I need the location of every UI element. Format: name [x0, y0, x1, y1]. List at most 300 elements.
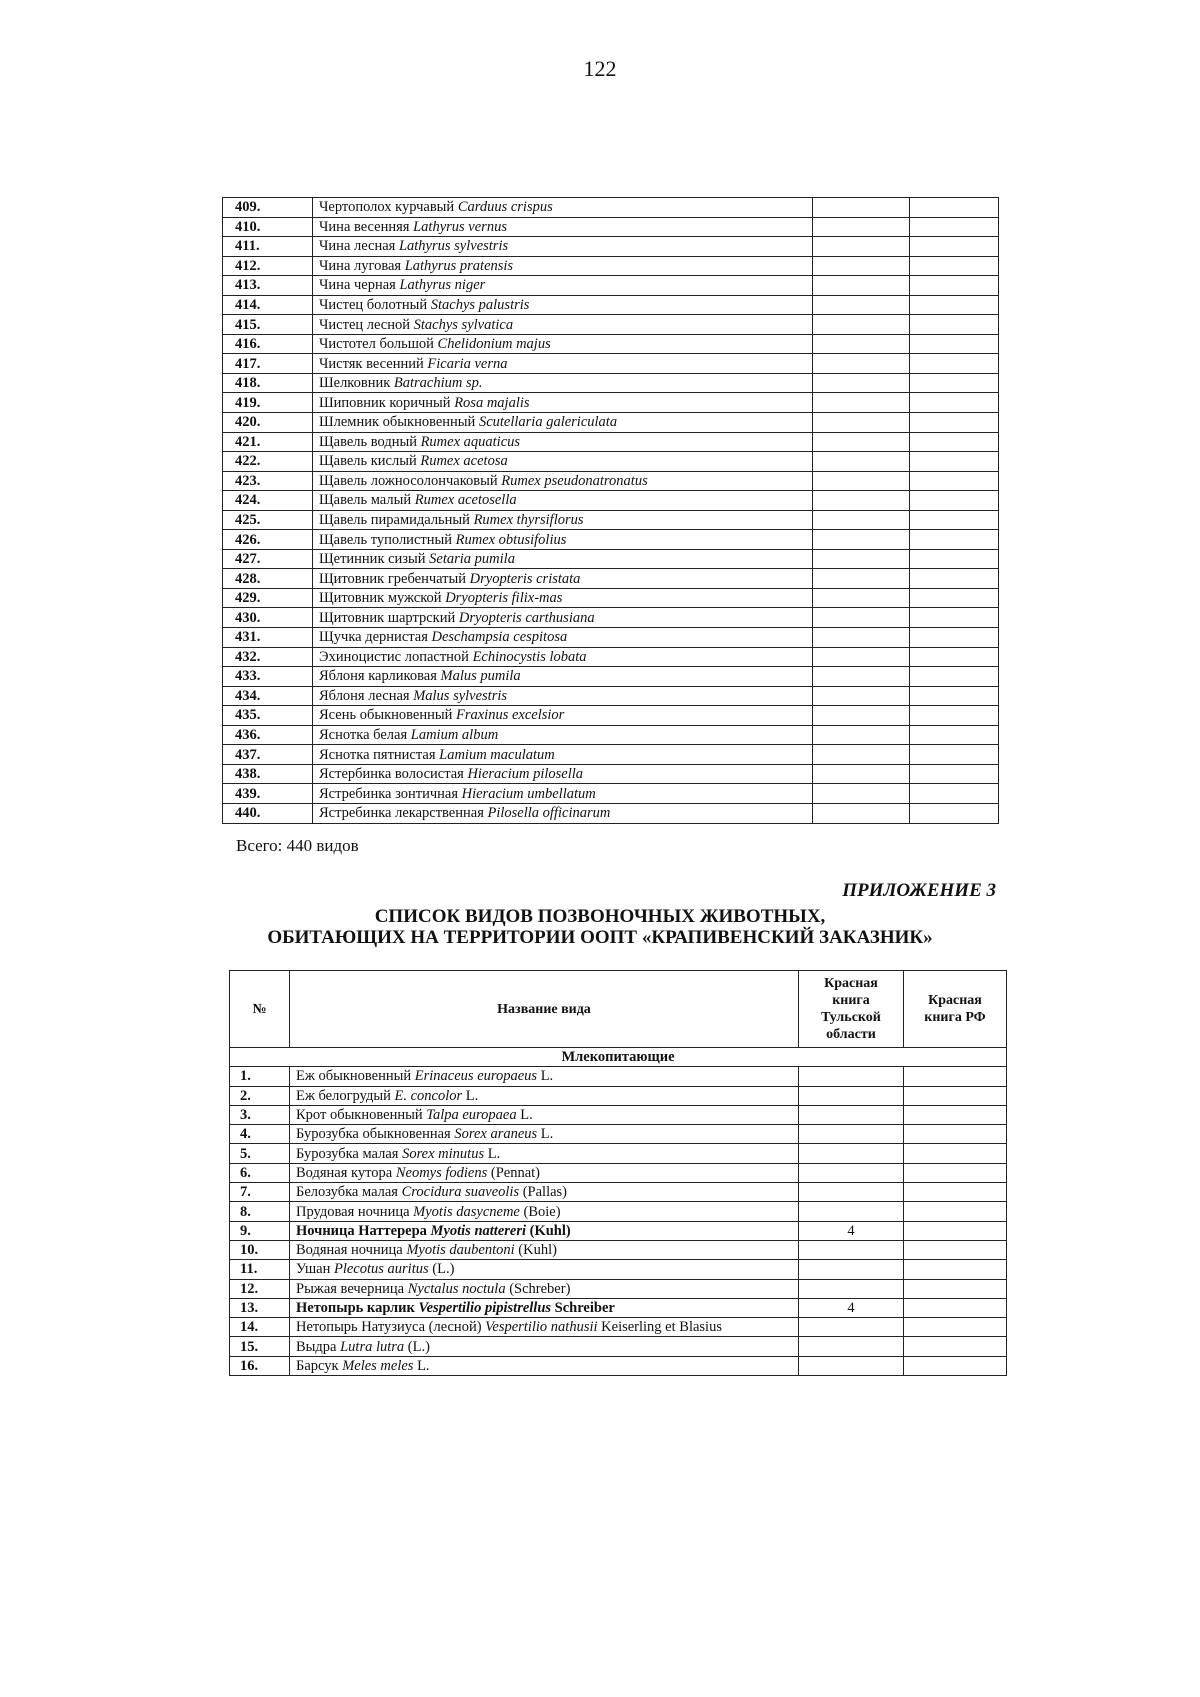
species-name-latin: Stachys palustris — [430, 297, 530, 313]
red-book-region-status: 4 — [799, 1298, 904, 1317]
row-number: 425. — [223, 510, 313, 530]
species-name-ru: Щавель ложносолончаковый — [319, 472, 498, 489]
table-row — [223, 608, 999, 628]
species-name-latin: Vespertilio nathusii — [485, 1319, 598, 1336]
table-row — [223, 198, 999, 218]
species-name-cell — [313, 315, 813, 335]
species-name-latin: Nyctalus noctula — [407, 1280, 506, 1297]
row-number: 432. — [223, 647, 313, 667]
species-name-ru: Щитовник шартрский — [319, 609, 456, 626]
red-book-region-status — [799, 1337, 904, 1356]
empty-cell-1 — [813, 334, 910, 354]
column-header-red-book-region: Красная книга Тульской области — [799, 971, 904, 1048]
species-name-cell — [313, 588, 813, 608]
empty-cell-1 — [813, 393, 910, 413]
row-number: 417. — [223, 354, 313, 374]
species-name-cell — [290, 1318, 799, 1337]
species-name-cell — [290, 1125, 799, 1144]
table-row — [230, 1086, 1007, 1105]
red-book-region-status — [799, 1163, 904, 1182]
species-name-ru: Чина весенняя — [319, 218, 410, 235]
empty-cell-1 — [813, 764, 910, 784]
row-number: 421. — [223, 432, 313, 452]
row-number: 8. — [230, 1202, 290, 1221]
empty-cell-2 — [910, 354, 999, 374]
species-name-latin: Lamium maculatum — [439, 746, 555, 763]
species-name-ru: Щавель водный — [319, 433, 417, 450]
species-name-latin: Echinocystis lobata — [472, 648, 587, 665]
row-number: 5. — [230, 1144, 290, 1163]
table-row — [223, 237, 999, 257]
red-book-rf-status — [904, 1163, 1007, 1182]
empty-cell-1 — [813, 373, 910, 393]
species-name-cell — [313, 725, 813, 745]
table-row — [223, 549, 999, 569]
table-row — [223, 764, 999, 784]
empty-cell-2 — [910, 373, 999, 393]
red-book-rf-status — [904, 1183, 1007, 1202]
species-name-latin: Sorex minutus — [402, 1145, 485, 1162]
species-author: L. — [465, 1087, 479, 1104]
table-row — [230, 1298, 1007, 1317]
row-number: 439. — [223, 784, 313, 804]
red-book-rf-status — [904, 1067, 1007, 1086]
species-name-latin: Myotis dasycneme — [413, 1203, 520, 1220]
species-name-latin: Malus pumila — [440, 668, 521, 685]
empty-cell-2 — [910, 198, 999, 218]
row-number: 437. — [223, 745, 313, 765]
table-row — [230, 1221, 1007, 1240]
species-name-latin: Crocidura suaveolis — [401, 1184, 520, 1201]
species-name-latin: Myotis nattereri — [430, 1222, 527, 1239]
species-name-latin: Lathyrus niger — [399, 277, 486, 294]
empty-cell-2 — [910, 452, 999, 472]
species-name-latin: Talpa europaea — [426, 1107, 517, 1124]
row-number: 3. — [230, 1105, 290, 1124]
table-row — [223, 276, 999, 296]
empty-cell-1 — [813, 608, 910, 628]
row-number: 411. — [223, 237, 313, 257]
row-number: 413. — [223, 276, 313, 296]
empty-cell-1 — [813, 549, 910, 569]
table-row — [230, 1337, 1007, 1356]
species-name-cell — [313, 393, 813, 413]
table-row — [223, 354, 999, 374]
species-name-latin: Scutellaria galericulata — [478, 414, 618, 431]
table-row — [223, 803, 999, 823]
species-name-cell — [290, 1086, 799, 1105]
species-name-ru: Щитовник гребенчатый — [319, 570, 467, 587]
row-number: 416. — [223, 334, 313, 354]
table-row — [223, 706, 999, 726]
species-author: L. — [520, 1107, 533, 1124]
species-author: (L.) — [432, 1261, 455, 1278]
row-number: 436. — [223, 725, 313, 745]
species-name-ru: Ясень обыкновенный — [319, 707, 453, 724]
table-row — [230, 1260, 1007, 1279]
species-name-ru: Белозубка малая — [296, 1184, 398, 1201]
empty-cell-1 — [813, 725, 910, 745]
red-book-region-status — [799, 1279, 904, 1298]
species-name-cell — [313, 452, 813, 472]
section-row-mammals — [230, 1048, 1007, 1067]
species-name-cell — [290, 1105, 799, 1124]
red-book-region-status — [799, 1086, 904, 1105]
empty-cell-1 — [813, 588, 910, 608]
empty-cell-1 — [813, 706, 910, 726]
empty-cell-1 — [813, 569, 910, 589]
row-number: 412. — [223, 256, 313, 276]
table-row — [223, 471, 999, 491]
total-species-count: Всего: 440 видов — [236, 836, 359, 855]
species-name-cell — [313, 491, 813, 511]
table-row — [223, 588, 999, 608]
species-name-ru: Шелковник — [319, 375, 391, 392]
species-name-ru: Чистец болотный — [319, 297, 428, 313]
species-name-cell — [313, 803, 813, 823]
empty-cell-2 — [910, 295, 999, 315]
red-book-rf-status — [904, 1125, 1007, 1144]
red-book-rf-status — [904, 1221, 1007, 1240]
row-number: 9. — [230, 1221, 290, 1240]
species-name-cell — [313, 256, 813, 276]
species-name-cell — [313, 354, 813, 374]
species-name-ru: Ястребинка лекарственная — [319, 805, 484, 822]
empty-cell-1 — [813, 217, 910, 237]
red-book-region-status — [799, 1202, 904, 1221]
species-name-latin: Chelidonium majus — [437, 336, 551, 353]
species-name-ru: Рыжая вечерница — [296, 1280, 405, 1297]
species-name-ru: Еж обыкновенный — [296, 1068, 412, 1085]
row-number: 438. — [223, 764, 313, 784]
species-name-ru: Чина лесная — [319, 238, 396, 255]
empty-cell-1 — [813, 510, 910, 530]
empty-cell-1 — [813, 237, 910, 257]
species-name-cell — [290, 1221, 799, 1240]
column-header-species-name: Название вида — [290, 971, 799, 1048]
species-name-cell — [290, 1337, 799, 1356]
row-number: 440. — [223, 803, 313, 823]
row-number: 433. — [223, 667, 313, 687]
empty-cell-2 — [910, 647, 999, 667]
species-name-cell — [313, 237, 813, 257]
table-row — [223, 745, 999, 765]
species-name-latin: Rumex pseudonatronatus — [501, 472, 648, 489]
species-name-ru: Яблоня лесная — [319, 687, 410, 704]
table-row — [230, 1318, 1007, 1337]
species-name-cell — [290, 1298, 799, 1317]
row-number: 410. — [223, 217, 313, 237]
empty-cell-2 — [910, 706, 999, 726]
species-name-latin: Rumex acetosella — [414, 492, 517, 509]
species-name-latin: Dryopteris filix-mas — [445, 590, 563, 607]
red-book-region-status — [799, 1356, 904, 1375]
species-name-latin: Hieracium pilosella — [467, 766, 584, 783]
species-name-ru: Ушан — [296, 1261, 331, 1278]
table-row — [230, 1067, 1007, 1086]
table-row — [223, 510, 999, 530]
species-name-latin: Myotis daubentoni — [406, 1242, 515, 1259]
species-name-latin: Plecotus auritus — [333, 1261, 429, 1278]
species-name-cell — [313, 510, 813, 530]
species-name-cell — [313, 686, 813, 706]
row-number: 424. — [223, 491, 313, 511]
vertebrate-species-table — [229, 970, 1007, 1376]
species-name-latin: Sorex araneus — [454, 1126, 538, 1143]
empty-cell-2 — [910, 393, 999, 413]
species-name-latin: Carduus crispus — [457, 199, 553, 216]
species-name-ru: Щетинник сизый — [319, 551, 426, 568]
empty-cell-2 — [910, 510, 999, 530]
species-author: (L.) — [407, 1338, 430, 1355]
species-author: (Kuhl) — [518, 1242, 557, 1259]
species-name-cell — [313, 432, 813, 452]
empty-cell-1 — [813, 686, 910, 706]
row-number: 1. — [230, 1067, 290, 1086]
table-row — [230, 1183, 1007, 1202]
empty-cell-2 — [910, 745, 999, 765]
empty-cell-2 — [910, 667, 999, 687]
empty-cell-1 — [813, 530, 910, 550]
species-name-latin: Rosa majalis — [454, 394, 530, 411]
empty-cell-2 — [910, 588, 999, 608]
red-book-rf-status — [904, 1279, 1007, 1298]
row-number: 428. — [223, 569, 313, 589]
species-author: (Pennat) — [490, 1164, 541, 1181]
species-name-ru: Яснотка белая — [319, 727, 408, 744]
table-row — [223, 295, 999, 315]
empty-cell-2 — [910, 276, 999, 296]
species-name-latin: Lathyrus pratensis — [404, 257, 514, 274]
empty-cell-2 — [910, 530, 999, 550]
species-author: Schreiber — [554, 1300, 615, 1316]
species-name-latin: Dryopteris carthusiana — [458, 609, 595, 626]
red-book-region-status — [799, 1105, 904, 1124]
red-book-region-status — [799, 1144, 904, 1163]
species-name-ru: Ястребинка зонтичная — [319, 785, 458, 802]
table-row — [223, 784, 999, 804]
empty-cell-2 — [910, 432, 999, 452]
empty-cell-2 — [910, 686, 999, 706]
table-row — [223, 452, 999, 472]
species-name-ru: Крот обыкновенный — [296, 1107, 423, 1124]
empty-cell-2 — [910, 256, 999, 276]
empty-cell-1 — [813, 432, 910, 452]
species-name-ru: Чистотел большой — [319, 336, 434, 353]
table-row — [223, 432, 999, 452]
species-name-cell — [290, 1144, 799, 1163]
species-name-ru: Яблоня карликовая — [319, 668, 437, 685]
table-row — [230, 1279, 1007, 1298]
row-number: 429. — [223, 588, 313, 608]
table-row — [223, 256, 999, 276]
species-name-cell — [313, 334, 813, 354]
red-book-region-status — [799, 1067, 904, 1086]
red-book-region-status — [799, 1260, 904, 1279]
appendix-label: ПРИЛОЖЕНИЕ 3 — [842, 880, 996, 901]
row-number: 430. — [223, 608, 313, 628]
red-book-rf-status — [904, 1240, 1007, 1259]
species-name-latin: Batrachium sp. — [393, 375, 483, 392]
empty-cell-1 — [813, 745, 910, 765]
species-name-cell — [313, 706, 813, 726]
row-number: 7. — [230, 1183, 290, 1202]
table-row — [223, 628, 999, 648]
species-author: L. — [417, 1357, 430, 1374]
empty-cell-2 — [910, 413, 999, 433]
row-number: 10. — [230, 1240, 290, 1259]
species-name-ru: Бурозубка малая — [296, 1145, 399, 1162]
table-header-row — [230, 971, 1007, 1048]
species-name-cell — [313, 628, 813, 648]
table-row — [230, 1163, 1007, 1182]
table-row — [223, 530, 999, 550]
row-number: 414. — [223, 295, 313, 315]
red-book-rf-status — [904, 1086, 1007, 1105]
species-name-cell — [290, 1279, 799, 1298]
plant-species-table — [222, 197, 999, 824]
species-name-latin: E. concolor — [394, 1087, 463, 1104]
row-number: 426. — [223, 530, 313, 550]
species-name-latin: Deschampsia cespitosa — [431, 629, 568, 646]
table-row — [230, 1356, 1007, 1375]
species-name-latin: Fraxinus excelsior — [456, 707, 565, 724]
species-name-ru: Бурозубка обыкновенная — [296, 1126, 451, 1143]
empty-cell-1 — [813, 667, 910, 687]
column-header-red-book-rf: Красная книга РФ — [904, 971, 1007, 1048]
empty-cell-2 — [910, 334, 999, 354]
species-name-latin: Neomys fodiens — [395, 1164, 488, 1181]
species-name-cell — [313, 784, 813, 804]
empty-cell-2 — [910, 764, 999, 784]
column-header-number: № — [230, 971, 290, 1048]
red-book-region-status — [799, 1318, 904, 1337]
page-number: 122 — [583, 56, 617, 81]
empty-cell-1 — [813, 315, 910, 335]
red-book-rf-status — [904, 1337, 1007, 1356]
row-number: 418. — [223, 373, 313, 393]
red-book-rf-status — [904, 1260, 1007, 1279]
table-row — [223, 373, 999, 393]
species-name-latin: Setaria pumila — [429, 551, 515, 568]
empty-cell-2 — [910, 569, 999, 589]
species-author: (Pallas) — [522, 1184, 568, 1201]
row-number: 427. — [223, 549, 313, 569]
table-row — [223, 647, 999, 667]
species-name-cell — [290, 1183, 799, 1202]
species-name-cell — [313, 295, 813, 315]
table-row — [223, 667, 999, 687]
species-name-cell — [290, 1067, 799, 1086]
empty-cell-1 — [813, 295, 910, 315]
empty-cell-1 — [813, 628, 910, 648]
species-author: L. — [540, 1068, 554, 1085]
species-name-latin: Lathyrus sylvestris — [398, 238, 509, 255]
table-row — [223, 315, 999, 335]
empty-cell-1 — [813, 354, 910, 374]
species-name-cell — [313, 647, 813, 667]
species-name-latin: Hieracium umbellatum — [461, 785, 596, 802]
species-author: (Kuhl) — [529, 1222, 571, 1239]
species-name-ru: Нетопырь карлик — [296, 1300, 415, 1316]
table-row — [223, 334, 999, 354]
empty-cell-1 — [813, 784, 910, 804]
species-name-latin: Meles meles — [342, 1357, 414, 1374]
species-name-ru: Чина черная — [319, 277, 396, 294]
empty-cell-2 — [910, 725, 999, 745]
table-row — [223, 569, 999, 589]
section-heading-line2: ОБИТАЮЩИХ НА ТЕРРИТОРИИ ООПТ «КРАПИВЕНСКИЙ ЗАКАЗНИК» — [267, 927, 933, 948]
table-row — [223, 686, 999, 706]
empty-cell-1 — [813, 471, 910, 491]
species-name-latin: Lamium album — [410, 727, 499, 744]
species-name-ru: Эхиноцистис лопастной — [319, 648, 469, 665]
species-author: Keiserling et Blasius — [601, 1319, 722, 1336]
row-number: 15. — [230, 1337, 290, 1356]
species-name-latin: Stachys sylvatica — [413, 316, 514, 333]
row-number: 423. — [223, 471, 313, 491]
species-name-ru: Водяная ночница — [296, 1242, 403, 1259]
row-number: 2. — [230, 1086, 290, 1105]
row-number: 4. — [230, 1125, 290, 1144]
species-name-latin: Lathyrus vernus — [413, 218, 507, 235]
empty-cell-2 — [910, 784, 999, 804]
species-name-ru: Щавель пирамидальный — [319, 512, 470, 529]
species-name-cell — [290, 1163, 799, 1182]
species-name-ru: Щавель туполистный — [319, 531, 452, 548]
empty-cell-2 — [910, 315, 999, 335]
row-number: 13. — [230, 1298, 290, 1317]
red-book-rf-status — [904, 1318, 1007, 1337]
empty-cell-1 — [813, 647, 910, 667]
species-name-ru: Щавель малый — [319, 492, 412, 509]
red-book-region-status: 4 — [799, 1221, 904, 1240]
empty-cell-1 — [813, 452, 910, 472]
species-author: L. — [540, 1126, 554, 1143]
table-row — [223, 725, 999, 745]
empty-cell-2 — [910, 608, 999, 628]
species-name-ru: Чертополох курчавый — [319, 199, 455, 216]
table-row — [230, 1105, 1007, 1124]
red-book-rf-status — [904, 1144, 1007, 1163]
red-book-region-status — [799, 1240, 904, 1259]
row-number: 14. — [230, 1318, 290, 1337]
species-name-ru: Шлемник обыкновенный — [319, 414, 476, 431]
species-name-ru: Щавель кислый — [319, 453, 417, 470]
species-name-cell — [313, 745, 813, 765]
species-name-latin: Rumex acetosa — [420, 453, 508, 470]
species-name-cell — [313, 276, 813, 296]
empty-cell-1 — [813, 198, 910, 218]
table-row — [223, 217, 999, 237]
table-row — [230, 1144, 1007, 1163]
species-name-cell — [290, 1260, 799, 1279]
species-name-ru: Ночница Наттерера — [296, 1222, 427, 1239]
species-name-ru: Чистец лесной — [319, 316, 411, 333]
row-number: 420. — [223, 413, 313, 433]
species-author: (Schreber) — [509, 1280, 571, 1297]
row-number: 11. — [230, 1260, 290, 1279]
row-number: 415. — [223, 315, 313, 335]
empty-cell-2 — [910, 471, 999, 491]
species-name-ru: Яснотка пятнистая — [319, 746, 436, 763]
row-number: 419. — [223, 393, 313, 413]
red-book-rf-status — [904, 1356, 1007, 1375]
species-name-cell — [313, 608, 813, 628]
empty-cell-1 — [813, 256, 910, 276]
species-name-cell — [313, 667, 813, 687]
red-book-region-status — [799, 1125, 904, 1144]
